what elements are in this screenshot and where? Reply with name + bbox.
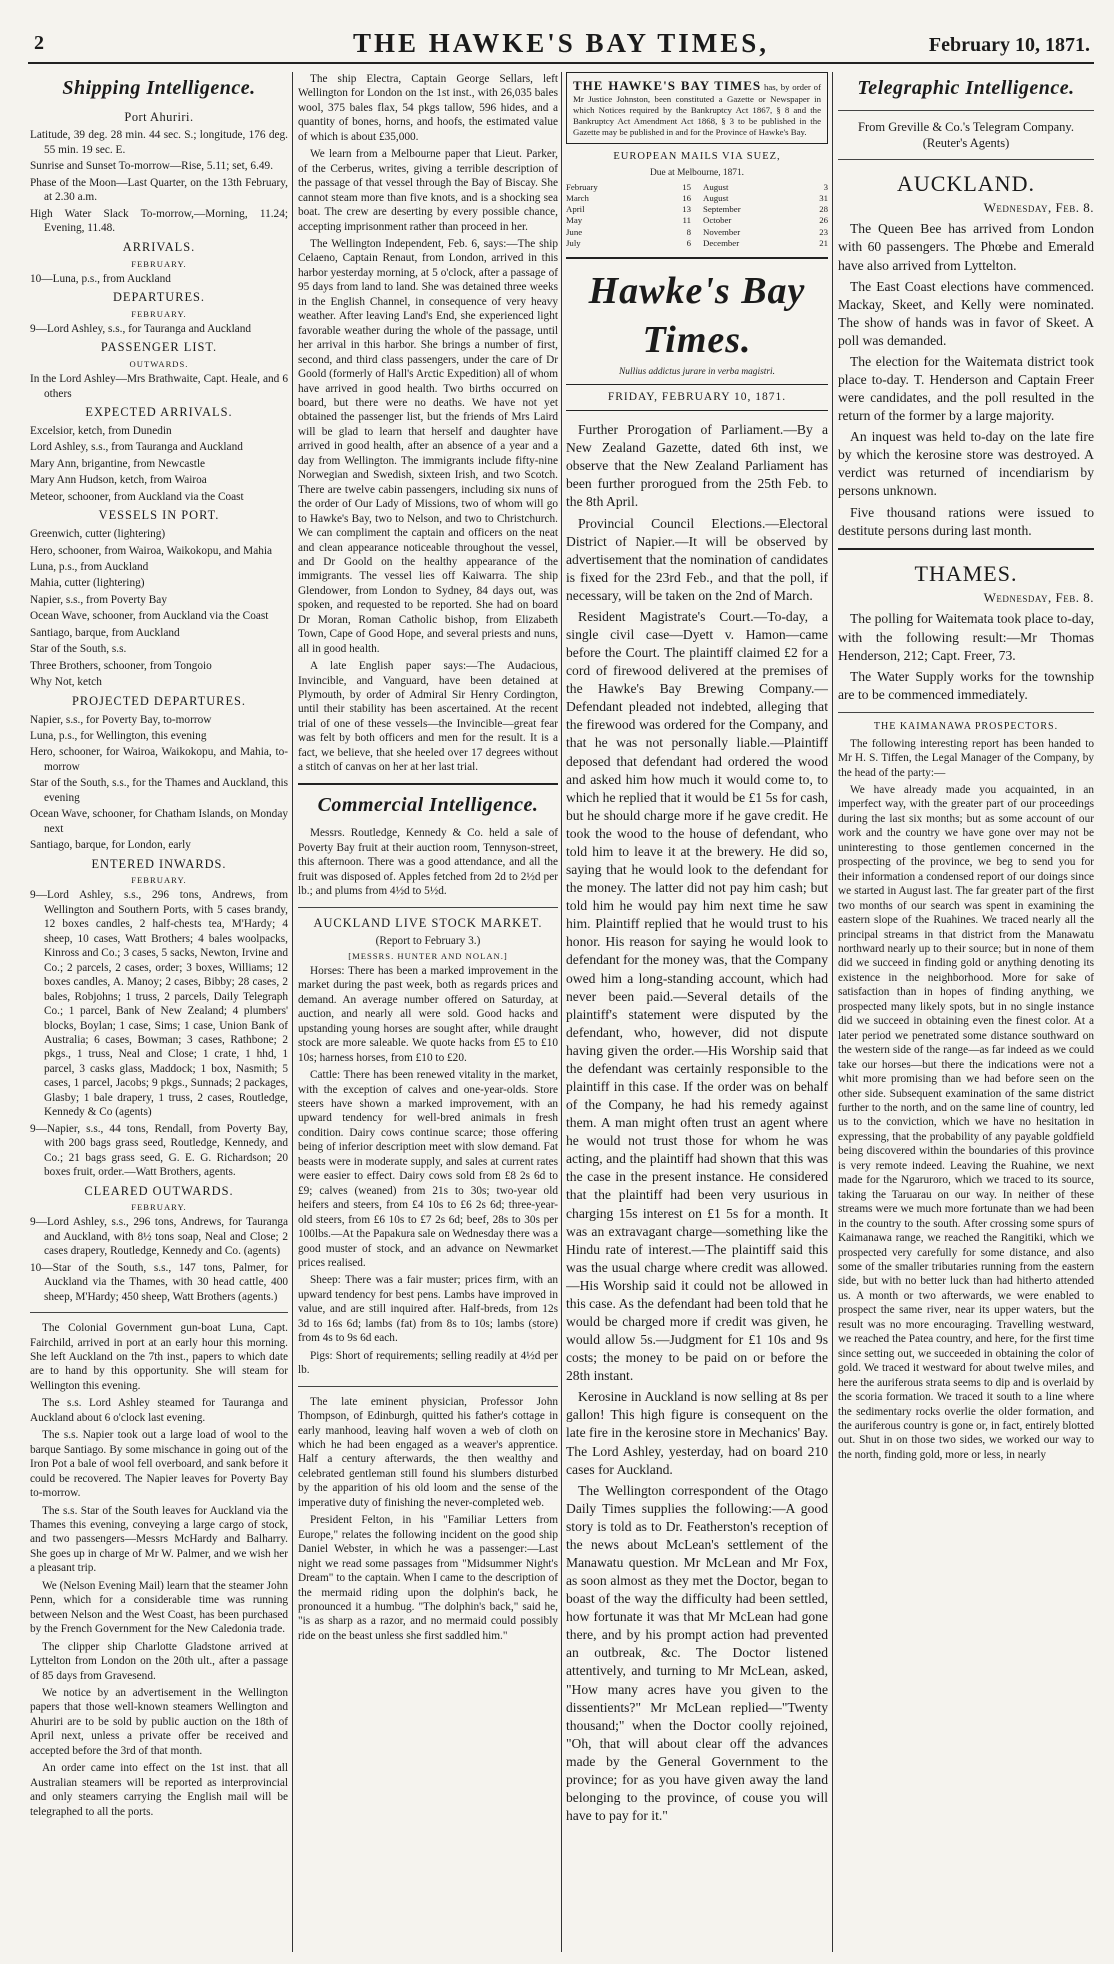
telegram-paragraph: The Water Supply works for the township are to be commenced immediately. <box>838 668 1094 702</box>
list-item: In the Lord Ashley—Mrs Brathwaite, Capt. Heale, and 6 others <box>30 373 288 400</box>
news-paragraph: The late eminent physician, Professor John Thompson, of Edinburgh, quitted his father's cottage in early manhood, leaving half woven a web of cloth on which he had been engaged as a weaver's apprentice. Half a century afterwards, the then wealthy and celebrated gentleman still found his slumbers disturbed by the apparition of his old loom and the sense of the imperative duty of finishing the never-completed web. <box>298 1395 558 1509</box>
editorial-paragraph: Kerosine in Auckland is now selling at 8s per gallon! This high figure is consequent on the late fire in the kerosine store in Mechanics' Bay. The Lord Ashley, yesterday, had on board 210 cases for Auckland. <box>566 1389 828 1477</box>
mail-row <box>703 193 828 204</box>
telegram-paragraph: The polling for Waitemata took place to-day, with the following result:—Mr Thomas Henderson, 212; Capt. Freer, 73. <box>838 611 1094 663</box>
mail-month: August <box>703 181 729 192</box>
market-subheading: (Report to February 3.) <box>375 935 481 948</box>
list-item: 9—Lord Ashley, s.s., 296 tons, Andrews, for Tauranga and Auckland, with 8½ tons soap, Neal and Close; 2 cases drapery, Routledge, Kennedy and Co. (agents) <box>30 1216 288 1258</box>
cleared-heading: CLEARED OUTWARDS. <box>84 1183 234 1198</box>
cleared-month: FEBRUARY. <box>131 1202 187 1213</box>
commercial-paragraph: Messrs. Routledge, Kennedy & Co. held a sale of Poverty Bay fruit at their auction room, Tennyson-street, this afternoon. There was a good attendance, and all the fruit was disposed of. Apples fetched from 2d to 2½d per lb.; and plums from 4½d to 5½d. <box>298 827 558 898</box>
paper-motto: Nullius addictus jurare in verba magistri. <box>619 367 775 378</box>
paper-nameplate: Hawke's Bay Times. <box>588 270 806 361</box>
news-paragraph: We (Nelson Evening Mail) learn that the steamer John Penn, which for a considerable time was running between Nelson and the West Coast, has been purchased by the French Government for the New Caledonia trade. <box>30 1579 288 1636</box>
mail-row <box>566 215 691 226</box>
projected-heading: PROJECTED DEPARTURES. <box>71 693 247 708</box>
list-item: Napier, s.s., from Poverty Bay <box>30 593 167 606</box>
divider <box>566 257 828 259</box>
list-item: Lord Ashley, s.s., from Tauranga and Auckland <box>30 441 243 454</box>
mail-month: November <box>703 226 741 237</box>
tide-line: Phase of the Moon—Last Quarter, on the 13th February, at 2.30 a.m. <box>30 176 288 204</box>
market-paragraph: Pigs: Short of requirements; selling readily at 4½d per lb. <box>298 1349 558 1377</box>
divider <box>838 159 1094 160</box>
news-paragraphs-top <box>298 72 558 775</box>
passenger-heading: PASSENGER LIST. <box>100 340 218 355</box>
list-item: Ocean Wave, schooner, for Chatham Islands, on Monday next <box>30 808 288 835</box>
entered-list <box>30 888 288 1179</box>
list-item: Three Brothers, schooner, from Tongoio <box>30 659 212 672</box>
mail-day: 6 <box>686 237 691 248</box>
passenger-list <box>30 372 288 401</box>
mail-month: October <box>703 215 732 226</box>
departures-heading: DEPARTURES. <box>112 289 206 304</box>
telegram-paragraph: The East Coast elections have commenced. Mackay, Skeet, and Kelly were nominated. The show of hands was in favor of Skeet. A poll was demanded. <box>838 278 1094 348</box>
tide-line: High Water Slack To-morrow,—Morning, 11.24; Evening, 11.48. <box>30 207 288 235</box>
mail-day: 31 <box>819 192 828 203</box>
mail-row <box>703 238 828 249</box>
section-heading-commercial: Commercial Intelligence. <box>317 793 539 816</box>
cleared-list <box>30 1215 288 1304</box>
mail-row <box>703 227 828 238</box>
news-paragraph: An order came into effect on the 1st inst. that all Australian steamers will be reported as interprovincial and only steamers carrying the English mail will be telegraphed to all the ports. <box>30 1762 288 1818</box>
list-item: Meteor, schooner, from Auckland via the Coast <box>30 490 244 503</box>
auckland-heading: AUCKLAND. <box>897 170 1035 196</box>
arrivals-list <box>30 272 288 286</box>
report-paragraph: We have already made you acquainted, in an imperfect way, with the greater part of our proceedings during the last six months; but as some account of our work and the country we have gone over may not be uninteresting to those gentlemen concerned in the prospecting of the province, we beg to send you for their information a condensed report of our doings since we started in August last. The far greater part of the first two months of our search was spent in examining the eastern slope of the Ruahines. We traced nearly all the principal streams in that district from the Manawatu northward nearly up to their source; but in none of them did we succeed in finding gold or anything denoting its existence in the neighborhood. More for sake of satisfaction than in hopes of finding anything, we prospected many likely spots, but in no single instance did we succeed in obtaining even the finest color. At a later period we penetrated some distance southward on the western side of the range—as far indeed as we could take our horses—but there the indications were not a whit more promising than we had before seen on the other side. Subsequent examination of the same district further to the north, and on the same line of country, led us to the conviction, which we have no hesitation in expressing, that the probability of any payable goldfield being discovered within the boundaries of this province is very remote indeed. Leaving the Ruahine, we next made for the Ngaruroro, which we traced to its source, taking the Taruarau on our way. In neither of these streams were we much more fortunate than we had been in the country to the south. After crossing some spurs of Kaimanawa range, we reached the Rangitiki, which we prospected very carefully for some distance, and also some of the smaller tributaries running from the eastern side, but with no better luck than had hitherto attended us. A month or two afterwards, we were enabled to prospect the same river, near its upper waters, but the result was no more encouraging. Travelling westward, we reached the Patea country, and here, for the first time since setting out, we succeeded in obtaining the color of gold. We traced it westward for about twelve miles, and here the auriferous strata seems to dip and is overlaid by the scoria formation. We traced it south to a line where the sedimentary rocks overlie the older formation, and the auriferous country is gone or, in fact, entirely blotted out. Shut in on those two sides, we worked our way to the north, finding gold, more or less, in nearly <box>838 784 1094 1461</box>
telegram-paragraph: The Queen Bee has arrived from London with 60 passengers. The Phœbe and Emerald have also arrived from Lyttelton. <box>838 221 1094 273</box>
section-heading-shipping: Shipping Intelligence. <box>62 77 256 99</box>
mail-row <box>566 204 691 215</box>
arrivals-heading: ARRIVALS. <box>122 239 196 254</box>
thames-news <box>838 610 1094 703</box>
mail-row <box>566 193 691 204</box>
mail-row <box>566 238 691 249</box>
news-paragraph: The s.s. Napier took out a large load of wool to the barque Santiago. By some mischance in going out of the Iron Pot a bale of wool fell overboard, and sank before it could be recovered. The Napier leaves for Poverty Bay to-morrow. <box>30 1429 288 1500</box>
list-item: Why Not, ketch <box>30 676 102 689</box>
mail-row <box>703 215 828 226</box>
news-paragraphs-bottom <box>298 1395 558 1644</box>
mail-day: 28 <box>819 204 828 215</box>
mail-month: December <box>703 237 740 248</box>
list-item: 10—Star of the South, s.s., 147 tons, Palmer, for Auckland via the Thames, with 30 head cattle, 400 sheep, M'Hardy; 450 sheep, Watt Brothers (agents.) <box>30 1261 288 1303</box>
news-paragraph: The Colonial Government gun-boat Luna, Capt. Fairchild, arrived in port at an early hour this morning. She left Auckland on the 7th inst., papers to which date are to hand by this opportunity. She will steam for Wellington this evening. <box>30 1322 288 1392</box>
list-item: Mahia, cutter (lightering) <box>30 577 145 590</box>
masthead-date: February 10, 1871. <box>928 34 1090 56</box>
column-telegraphic <box>838 72 1094 1960</box>
divider <box>30 1312 288 1313</box>
list-item: Luna, p.s., for Wellington, this evening <box>30 729 207 742</box>
mail-month: September <box>703 204 741 215</box>
editorial-paragraph: Further Prorogation of Parliament.—By a New Zealand Gazette, dated 6th inst, we observe that the New Zealand Parliament has been further prorogued from the 25th Feb. to the 8th April. <box>566 422 828 510</box>
mail-day: 21 <box>819 237 828 248</box>
news-paragraph: The s.s. Star of the South leaves for Auckland via the Thames this evening, conveying a large cargo of stock, and two passengers—Messrs McHardy and Balharry. She goes up in charge of Mr W. Palmer, and we wish her a pleasant trip. <box>30 1504 288 1575</box>
tide-line: Latitude, 39 deg. 28 min. 44 sec. S.; longitude, 176 deg. 55 min. 19 sec. E. <box>30 129 288 156</box>
market-paragraph: Cattle: There has been renewed vitality in the market, with the exception of calves and one-year-olds. Store steers have shown a marked improvement, with an upward tendency for well-bred animals in fresh condition. Dairy cows continue scarce; those offering being of inferior description meet with slow demand. Fat beasts were in moderate supply, and sales at current rates were easier to effect. Dairy cows sold from £8 2s 6d to £9; calves (weaned) from 21s to 30s; two-year old heifers and steers, from £4 10s to £6 2s 6d; three-year-old steers, from £6 10s to £7 2s 6d; beef, 28s to 30s per 100lbs.—At the Papakura sale on Wednesday there was a good muster of stock, and an advance on Newmarket prices realised. <box>298 1069 558 1269</box>
entered-month: FEBRUARY. <box>131 875 187 886</box>
column-editorial <box>566 72 828 1960</box>
list-item: Napier, s.s., for Poverty Bay, to-morrow <box>30 713 212 726</box>
editorial-paragraph: Resident Magistrate's Court.—To-day, a single civil case—Dyett v. Hamon—came before the Court. The plaintiff claimed £2 for a cord of firewood delivered at the premises of the Hawke's Bay Brewing Company.—Defendant pleaded not indebted, alleging that the firewood was ordered for the Company, and that he was not personally liable.—Plaintiff deposed that defendant had ordered the wood and asked him how much it would come to, to which he replied that it would be £1 5s for cash, but he should charge more if he gave credit. He took the wood to the house of defendant, who told him to leave it at the brewery. He did so, saying that he would look to the defendant for the money. The latter did not pay him cash; but told him he would pay him next time he saw him. Plaintiff replied that he would trust to his honor. His reason for saying he would look to defendant for the money was, that the Company owed him a long-standing account, which had never been paid.—Several details of the plaintiff's statement were disputed by the defendant, who, however, did not dispute having given the order.—His Worship said that the defendant was certainly responsible to the plaintiff in this case. If the order was on behalf of the Company, he had his remedy against them. A man might often trust an agent where he would not trust those for whom he was acting, and the plaintiff had shown that this was the case in the present instance. He considered that the plaintiff had been very usurious in charging 15s interest on £1 5s for a month. It was an extravagant charge—something like the Hindu rate of interest.—The plaintiff said this was the usual charge where credit was allowed.—His Worship said it could not be allowed in this case. As the defendant had been told that he would be charged more if credit was given, he would allow 5s.—Judgment for £1 10s and 9s costs; the money to be paid on or before the 28th instant. <box>566 608 828 1384</box>
list-item: Hero, schooner, from Wairoa, Waikokopu, and Mahia <box>30 544 273 557</box>
mail-month: August <box>703 192 729 203</box>
masthead <box>28 20 1094 64</box>
news-paragraph: We learn from a Melbourne paper that Lieut. Parker, of the Cerberus, writes, giving a terrible description of the passage of that vessel through the Bay of Biscay. She cannot steam more than five knots, and is a shocking sea boat. The crew are deserting by every possible chance, accepting imprisonment rather than proceed in her. <box>298 148 558 233</box>
mail-month: July <box>566 237 581 248</box>
expected-heading: EXPECTED ARRIVALS. <box>85 405 233 420</box>
divider <box>838 110 1094 111</box>
mail-row <box>566 182 691 193</box>
market-paragraph: Sheep: There was a fair muster; prices firm, with an upward tendency for best pens. Lambs have improved in value, and are still inquired after. Half-breds, from 12s 3d to 16s 6d; lambs (fat) from 8s to 10s; lambs (store) from 4s to 9s 6d each. <box>298 1274 558 1345</box>
list-item: Excelsior, ketch, from Dunedin <box>30 424 172 437</box>
divider <box>838 548 1094 550</box>
list-item: 9—Lord Ashley, s.s., for Tauranga and Auckland <box>30 322 252 335</box>
mail-month: February <box>566 181 598 192</box>
newspaper-title: THE HAWKE'S BAY TIMES, <box>352 28 770 58</box>
departures-list <box>30 322 288 336</box>
mails-subheading: Due at Melbourne, 1871. <box>650 167 744 178</box>
divider <box>298 783 558 785</box>
mail-day: 8 <box>686 226 691 237</box>
thames-heading: THAMES. <box>914 560 1018 586</box>
mails-heading: EUROPEAN MAILS VIA SUEZ, <box>613 151 781 163</box>
notice-body: has, by order of Mr Justice Johnston, been constituted a Gazette or Newspaper in which Notices required by the Bankruptcy Act 1867, § 8 and the Bankruptcy Act Amendment Act 1868, § 3 to be published in the Gazette may be published in and for the Province of Hawke's Bay. <box>573 82 821 138</box>
mail-month: June <box>566 226 583 237</box>
list-item: Santiago, barque, from Auckland <box>30 626 180 639</box>
list-item: Star of the South, s.s. <box>30 643 127 656</box>
port-title: Port Ahuriri. <box>124 109 194 124</box>
news-paragraph: The s.s. Lord Ashley steamed for Tauranga and Auckland about 6 o'clock last evening. <box>30 1397 288 1424</box>
notice-heading: THE HAWKE'S BAY TIMES <box>573 78 762 93</box>
section-heading-telegraphic: Telegraphic Intelligence. <box>857 77 1075 99</box>
market-heading: AUCKLAND LIVE STOCK MARKET. <box>313 915 543 930</box>
news-paragraph: The Wellington Independent, Feb. 6, says:—The ship Celaeno, Captain Renaut, from London, arrived in this harbor yesterday morning, at 5 o'clock, after a passage of 95 days from land to land. She was detained three weeks in the English Channel, in consequence of very heavy weather. After leaving Land's End, she experienced light favorable weather during the whole of the passage, until her arrival in this harbor. She brings a number of first, second, and third class passengers, under the care of Dr Goold (formerly of Hall's Arctic Expedition) all of whom have arrived in good health. Two births occurred on board, but there were no deaths. We have not yet obtained the passenger list, but the friends of Mrs Laird will be glad to learn that herself and daughter have arrived in good health, after an absence of a year and a day from Wellington. The immigrants include fifty-nine Norwegian and Swedish, sixteen Irish, and two Scotch. There are twelve cabin passengers, including six nuns of the order of Our Lady of Missions, two of whom will go to Hawke's Bay, two to Nelson, and two to Christchurch. We can compliment the captain and officers on the neat and clean appearance noticeable throughout the vessel, and Dr Goold on the healthy appearance of the immigrants. The vessel lies off Kaiwarra. The ship Glendower, from London to Sydney, 84 days out, was spoken, and requested to be reported. She had on board Dr Moran, Roman Catholic bishop, from Elizabeth Town, Cape of Good Hope, and several priests and nuns, all in good health. <box>298 237 558 655</box>
vessels-heading: VESSELS IN PORT. <box>98 508 220 523</box>
list-item: Greenwich, cutter (lightering) <box>30 528 166 541</box>
editorial-paragraph: Provincial Council Elections.—Electoral District of Napier.—It will be observed by advertisement that the nomination of candidates is fixed for the 23rd Feb., and that the poll, if necessary, will be taken on the 2nd of March. <box>566 515 828 603</box>
list-item: Mary Ann Hudson, ketch, from Wairoa <box>30 474 207 487</box>
column-rule <box>292 72 293 1952</box>
list-item: Luna, p.s., from Auckland <box>30 561 149 573</box>
mail-row <box>703 204 828 215</box>
market-report <box>298 964 558 1378</box>
tide-info <box>30 128 288 235</box>
mail-day: 16 <box>682 192 691 203</box>
auckland-dateline: Wednesday, Feb. 8. <box>983 199 1094 215</box>
list-item: 9—Lord Ashley, s.s., 296 tons, Andrews, from Wellington and Southern Ports, with 5 cases brandy, 12 boxes candles, 2 half-chests tea, M'Hardy; 4 sheep, 10 cases, Watt Brothers; 4 bales woolpacks, Kinross and Co.; 3 cases, 5 sacks, Newton, Irvine and Co.; 2 parcels, 2 cases, order; 3 boxes, Williams; 12 boxes candles, A. Manoy; 2 cases, Bibby; 28 cases, 2 bales, Robjohns; 1 truss, 2 parcels, Daily Telegraph Co.; 1 parcel, Bank of New Zealand; 4 plumbers' blocks, Boylan; 1 case, Sims; 1 case, Union Bank of Australia; 6 cases, Bowman; 3 cases, Rathbone; 2 pkgs., 1 truss, Neal and Close; 1 crate, 1 hhd, 1 parcel, 3 casks glass, Maddock; 1 box, Nasmith; 5 cases, 1 parcel, Jacobs; 9 pkgs., Sunnads; 2 packages, Glasby; 1 bale drapery, 1 truss, 2 cases, Routledge, Kennedy & Co (agents) <box>30 889 288 1119</box>
vessels-list <box>30 527 288 690</box>
arrivals-month: FEBRUARY. <box>131 258 187 269</box>
mail-day: 26 <box>819 215 828 226</box>
mail-day: 23 <box>819 226 828 237</box>
column-shipping <box>30 72 288 1960</box>
issue-date: FRIDAY, FEBRUARY 10, 1871. <box>566 384 828 411</box>
mail-day: 13 <box>682 204 691 215</box>
list-item: Santiago, barque, for London, early <box>30 839 191 852</box>
column-rule <box>832 72 833 1952</box>
prospectors-report <box>838 737 1094 1463</box>
news-paragraph: We notice by an advertisement in the Wellington papers that those well-known steamers Wellington and Ahuriri are to be sold by public auction on the 18th of April next, unless a private offer be received and accepted before the 3rd of that month. <box>30 1686 288 1757</box>
mail-day: 3 <box>823 181 828 192</box>
editorial-paragraphs <box>566 421 828 1825</box>
projected-list <box>30 713 288 853</box>
report-paragraph: The following interesting report has been handed to Mr H. S. Tiffen, the Legal Manager of the Company, by the head of the party:— <box>838 737 1094 779</box>
mail-row <box>703 182 828 193</box>
news-paragraph: The clipper ship Charlotte Gladstone arrived at Lyttelton from London on the 20th ult., after a passage of 85 days from Gravesend. <box>30 1640 288 1682</box>
list-item: Star of the South, s.s., for the Thames and Auckland, this evening <box>30 777 288 804</box>
list-item: 9—Napier, s.s., 44 tons, Rendall, from Poverty Bay, with 200 bags grass seed, Routledge, Kennedy, and Co.; 21 bags grass seed, G. E. G. Richardson; 20 boxes fruit, order.—Watt Brothers, agents. <box>30 1122 288 1179</box>
list-item: 10—Luna, p.s., from Auckland <box>30 272 171 285</box>
mail-day: 11 <box>682 215 691 226</box>
news-paragraph: The ship Electra, Captain George Sellars, left Wellington for London on the 1st inst., with 26,035 bales wool, 375 bales flax, 54 pkgs tallow, 596 hides, and a quantity of bones, horns, and hoofs, the estimated value of which is about £35,000. <box>298 73 558 143</box>
telegram-paragraph: An inquest was held to-day on the late fire by which the kerosine store was destroyed. A verdict was returned of incendiarism by persons unknown. <box>838 429 1094 499</box>
gazette-notice <box>566 72 828 144</box>
telegram-paragraph: Five thousand rations were issued to destitute persons during last month. <box>838 504 1094 538</box>
telegram-paragraph: The election for the Waitemata district took place to-day. T. Henderson and Captain Freer were candidates, and the poll resulted in the return of the former by a large majority. <box>838 353 1094 424</box>
prospectors-heading: THE KAIMANAWA PROSPECTORS. <box>873 720 1059 732</box>
expected-list <box>30 424 288 504</box>
passenger-sub: OUTWARDS. <box>129 359 189 370</box>
list-item: Mary Ann, brigantine, from Newcastle <box>30 457 206 470</box>
departures-month: FEBRUARY. <box>131 308 187 319</box>
divider <box>838 712 1094 713</box>
mail-row <box>566 227 691 238</box>
page-number: 2 <box>34 32 44 54</box>
tide-line: Sunrise and Sunset To-morrow—Rise, 5.11; set, 6.49. <box>30 160 274 173</box>
entered-heading: ENTERED INWARDS. <box>91 856 227 871</box>
telegraph-source: From Greville & Co.'s Telegram Company. (Reuter's Agents) <box>858 119 1074 150</box>
market-agents: [MESSRS. HUNTER AND NOLAN.] <box>348 950 508 961</box>
column-rule <box>561 72 562 1952</box>
divider <box>298 1386 558 1387</box>
editorial-paragraph: The Wellington correspondent of the Otago Daily Times supplies the following:—A good story is told as to Dr. Featherston's reception of the news about McLean's settlement of the Manawatu question. Mr McLean and Mr Fox, as soon almost as they met the Doctor, began to boast of the way the difficulty had been settled, how fortunate it was that Mr McLean had gone there, and by his prompt action had prevented an outbreak, &c. The Doctor listened attentively, and turning to Mr McLean, asked, "How many acres have you given to the dissentients?" Mr McLean replied—"Twenty thousand;" when the Doctor coolly rejoined, "Oh, that will about clear off the advances made by the General Government to the province; for as you have given away the land belonging to the province, of couse you will have to pay for it." <box>566 1482 828 1824</box>
auckland-news <box>838 220 1094 539</box>
column-news <box>298 72 558 1960</box>
news-paragraph: President Felton, in his "Familiar Letters from Europe," relates the following incident on the good ship Daniel Webster, in which he was a passenger:—Last night we read some passages from "Midsummer Night's Dream" to the captain. When I came to the description of the mermaid riding upon the dolphin's back, he pronounced it a humbug. "The dolphin's back," said he, "is as sharp as a razor, and no mermaid could possibly ride on the beast unless she first saddled him." <box>298 1514 558 1642</box>
mail-month: March <box>566 192 589 203</box>
thames-dateline: Wednesday, Feb. 8. <box>983 589 1094 605</box>
news-paragraph: A late English paper says:—The Audacious, Invincible, and Vanguard, have been detained at Plymouth, by order of Admiral Sir Henry Cordington, until their stability has been ascertained. At the recent trial of one of these vessels—the Invincible—great fear was felt by both officers and men for the result. It is a fact, we believe, that she heeled over 17 degrees without a stitch of canvas on her at her last trial. <box>298 660 558 774</box>
mail-month: May <box>566 215 583 226</box>
shipping-news <box>30 1321 288 1819</box>
mail-day: 15 <box>682 181 691 192</box>
market-paragraph: Horses: There has been a marked improvement in the market during the past week, both as regards prices and demand. An average number offered on Saturday, at auction, and nearly all were sold. Good hacks and upstanding young horses are sought after, while draught stock are more saleable. We quote hacks from £5 to £10 10s; harness horses, from £10 to £20. <box>298 964 558 1064</box>
mail-month: April <box>566 204 585 215</box>
mails-table <box>566 182 828 250</box>
divider <box>298 907 558 908</box>
list-item: Ocean Wave, schooner, from Auckland via the Coast <box>30 610 269 623</box>
list-item: Hero, schooner, for Wairoa, Waikokopu, and Mahia, to-morrow <box>30 746 288 773</box>
